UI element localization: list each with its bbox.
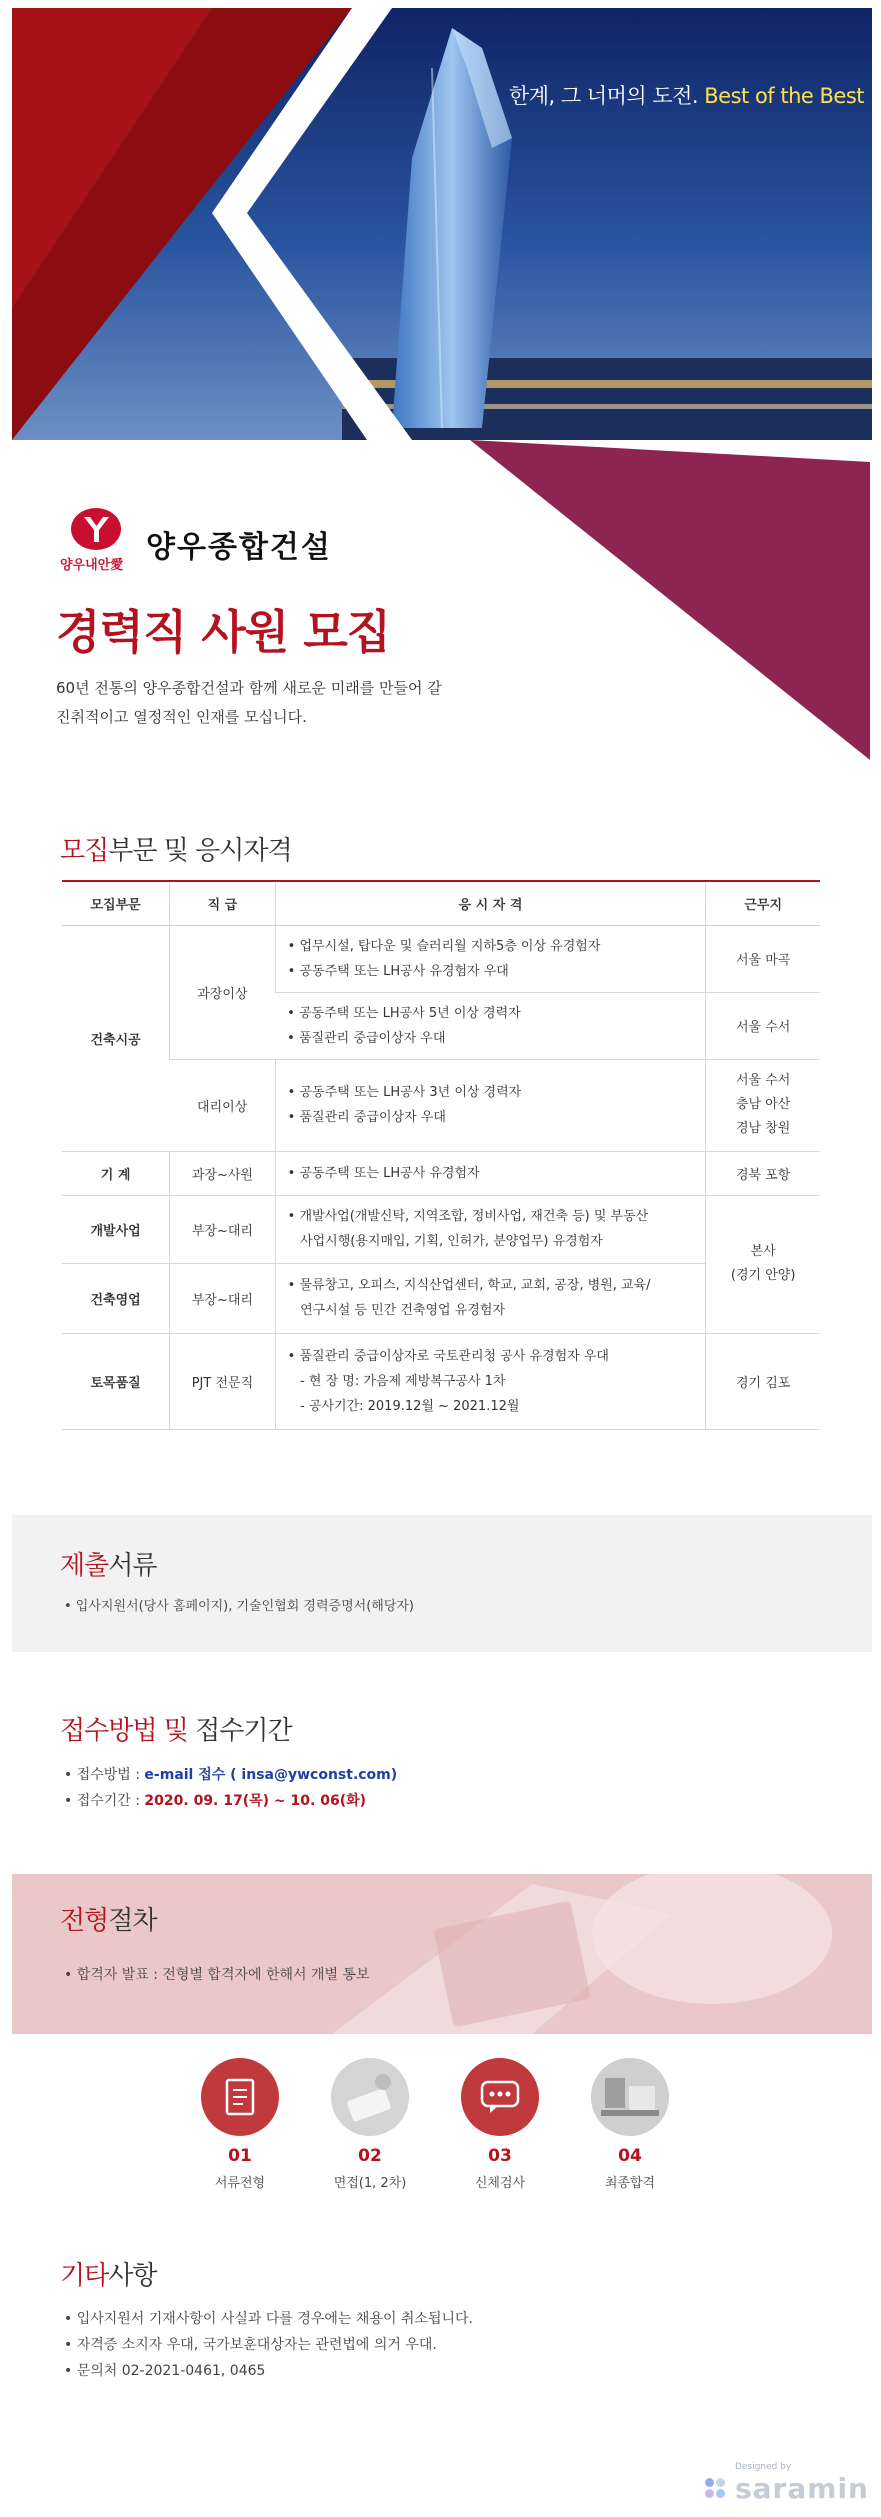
cell-division: 건축시공 xyxy=(62,925,170,1151)
cell-qualification xyxy=(275,1195,706,1263)
list-item: • 입사지원서 기재사항이 사실과 다를 경우에는 채용이 취소됩니다. xyxy=(64,2311,474,2327)
apply-period: • 접수기간 : 2020. 09. 17(목) ~ 10. 06(화) xyxy=(64,1793,367,1809)
documents-text: • 입사지원서(당사 홈페이지), 기술인협회 경력증명서(해당자) xyxy=(64,1599,415,1614)
process-section xyxy=(12,1874,872,2034)
qual-line: • 공동주택 또는 LH공사 3년 이상 경력자 xyxy=(287,1085,522,1100)
cell-location: 경북 포항 xyxy=(706,1151,820,1195)
table-row xyxy=(62,1151,820,1195)
qual-line: • 물류창고, 오피스, 지식산업센터, 학교, 교회, 공장, 병원, 교육/ xyxy=(287,1278,651,1293)
step-item xyxy=(200,2058,280,2191)
step-number: 04 xyxy=(618,2146,642,2166)
col-rank: 직 급 xyxy=(170,881,276,925)
cell-rank: 부장~대리 xyxy=(170,1195,276,1263)
cell-location: 서울 마곡 xyxy=(706,925,820,992)
qual-line: - 현 장 명: 가음제 제방복구공사 1차 xyxy=(287,1373,506,1389)
qual-line: • 공동주택 또는 LH공사 유경험자 우대 xyxy=(287,963,509,979)
step-label: 신체검사 xyxy=(474,2176,526,2191)
qual-line: • 품질관리 중급이상자로 국토관리청 공사 유경험자 우대 xyxy=(287,1348,609,1364)
qual-line: • 품질관리 중급이상자 우대 xyxy=(287,1110,446,1125)
apply-list xyxy=(64,1762,397,1814)
qual-line: • 개발사업(개발신탁, 지역조합, 정비사업, 재건축 등) 및 부동산 xyxy=(287,1209,649,1224)
qual-line: • 공동주택 또는 LH공사 5년 이상 경력자 xyxy=(287,1005,521,1021)
cell-rank: 과장이상 xyxy=(170,925,276,1059)
cell-division: 토목품질 xyxy=(62,1333,170,1429)
cell-location xyxy=(706,1195,820,1333)
cell-rank: 과장~사원 xyxy=(170,1151,276,1195)
location-line: 본사 xyxy=(750,1244,776,1259)
qual-line: • 업무시설, 탑다운 및 슬러리월 지하5층 이상 유경험자 xyxy=(287,938,601,954)
chat-bubble-icon xyxy=(461,2058,539,2136)
logo-subtitle: 양우내안愛 xyxy=(60,558,124,573)
step-number: 03 xyxy=(488,2146,512,2166)
page-title: 경력직 사원 모집 xyxy=(56,605,391,659)
table-row xyxy=(62,1195,820,1263)
hero-banner xyxy=(12,8,872,440)
col-location: 근무지 xyxy=(706,881,820,925)
intro-line: 60년 전통의 양우종합건설과 함께 새로운 미래를 만들어 갈 xyxy=(56,679,442,697)
qual-line: 연구시설 등 민간 건축영업 유경험자 xyxy=(287,1303,505,1318)
etc-list xyxy=(64,2306,473,2384)
cell-qualification xyxy=(275,992,706,1059)
process-heading: 전형절차 xyxy=(60,1906,157,1936)
list-item: • 자격증 소지자 우대, 국가보훈대상자는 관련법에 의거 우대. xyxy=(64,2337,437,2353)
company-name: 양우종합건설 xyxy=(146,530,332,565)
logo-y-icon xyxy=(70,506,122,552)
qual-line: • 품질관리 중급이상자 우대 xyxy=(287,1030,446,1046)
table-row xyxy=(62,1333,820,1429)
apply-email-link[interactable]: e-mail 접수 ( insa@ywconst.com) xyxy=(144,1767,398,1783)
list-item: • 문의처 02-2021-0461, 0465 xyxy=(64,2363,266,2379)
location-line: 경남 창원 xyxy=(735,1121,791,1136)
documents-heading: 제출서류 xyxy=(60,1551,157,1581)
step-number: 02 xyxy=(358,2146,382,2166)
cell-qualification xyxy=(275,1151,706,1195)
cell-location: 서울 수서 xyxy=(706,992,820,1059)
cell-location: 경기 김포 xyxy=(706,1333,820,1429)
document-icon xyxy=(201,2058,279,2136)
qual-line: 사업시행(용지매입, 기획, 인허가, 분양업무) 유경험자 xyxy=(287,1234,603,1249)
cell-qualification xyxy=(275,1263,706,1333)
cell-qualification xyxy=(275,1333,706,1429)
cell-division: 개발사업 xyxy=(62,1195,170,1263)
col-qualification: 응 시 자 격 xyxy=(275,881,706,925)
step-number: 01 xyxy=(228,2146,252,2166)
company-logo xyxy=(60,500,420,580)
interview-photo-icon xyxy=(331,2058,409,2136)
table-row xyxy=(62,1059,820,1151)
documents-section xyxy=(12,1515,872,1652)
location-line: (경기 안양) xyxy=(730,1268,796,1283)
cell-rank: PJT 전문직 xyxy=(170,1333,276,1429)
apply-method: • 접수방법 : e-mail 접수 ( insa@ywconst.com) xyxy=(64,1767,398,1783)
cell-division: 기 계 xyxy=(62,1151,170,1195)
process-text: • 합격자 발표 : 전형별 합격자에 한해서 개별 통보 xyxy=(64,1967,370,1983)
intro-text xyxy=(56,674,516,732)
process-steps xyxy=(200,2058,680,2191)
step-label: 면접(1, 2차) xyxy=(333,2176,407,2191)
location-line: 서울 수서 xyxy=(735,1073,791,1088)
hero-illustration xyxy=(12,8,872,440)
col-division: 모집부문 xyxy=(62,881,170,925)
cell-rank: 대리이상 xyxy=(170,1059,276,1151)
step-item xyxy=(330,2058,410,2191)
qual-line: • 공동주택 또는 LH공사 유경험자 xyxy=(287,1165,480,1181)
cell-qualification xyxy=(275,925,706,992)
cell-rank: 부장~대리 xyxy=(170,1263,276,1333)
location-line: 충남 아산 xyxy=(735,1097,791,1112)
process-background xyxy=(12,1874,872,2034)
table-header-row xyxy=(62,881,820,925)
office-photo-icon xyxy=(591,2058,669,2136)
step-label: 서류전형 xyxy=(214,2176,266,2191)
etc-heading: 기타사항 xyxy=(60,2261,157,2291)
cell-division: 건축영업 xyxy=(62,1263,170,1333)
step-label: 최종합격 xyxy=(604,2176,656,2191)
step-item xyxy=(590,2058,670,2191)
apply-heading: 접수방법 및 접수기간 xyxy=(60,1716,292,1746)
saramin-brand: saramin xyxy=(735,2472,869,2505)
table-row xyxy=(62,925,820,992)
designed-by-label: Designed by xyxy=(735,2462,792,2472)
cell-qualification xyxy=(275,1059,706,1151)
intro-line: 진취적이고 열정적인 인재를 모십니다. xyxy=(56,708,307,726)
saramin-footer xyxy=(701,2462,869,2506)
recruit-table xyxy=(62,880,820,1430)
cell-location xyxy=(706,1059,820,1151)
recruit-heading: 모집부문 및 응시자격 xyxy=(60,836,292,866)
hero-slogan: 한계, 그 너머의 도전. Best of the Best xyxy=(508,84,864,108)
step-item xyxy=(460,2058,540,2191)
qual-line: - 공사기간: 2019.12월 ~ 2021.12월 xyxy=(287,1398,520,1414)
